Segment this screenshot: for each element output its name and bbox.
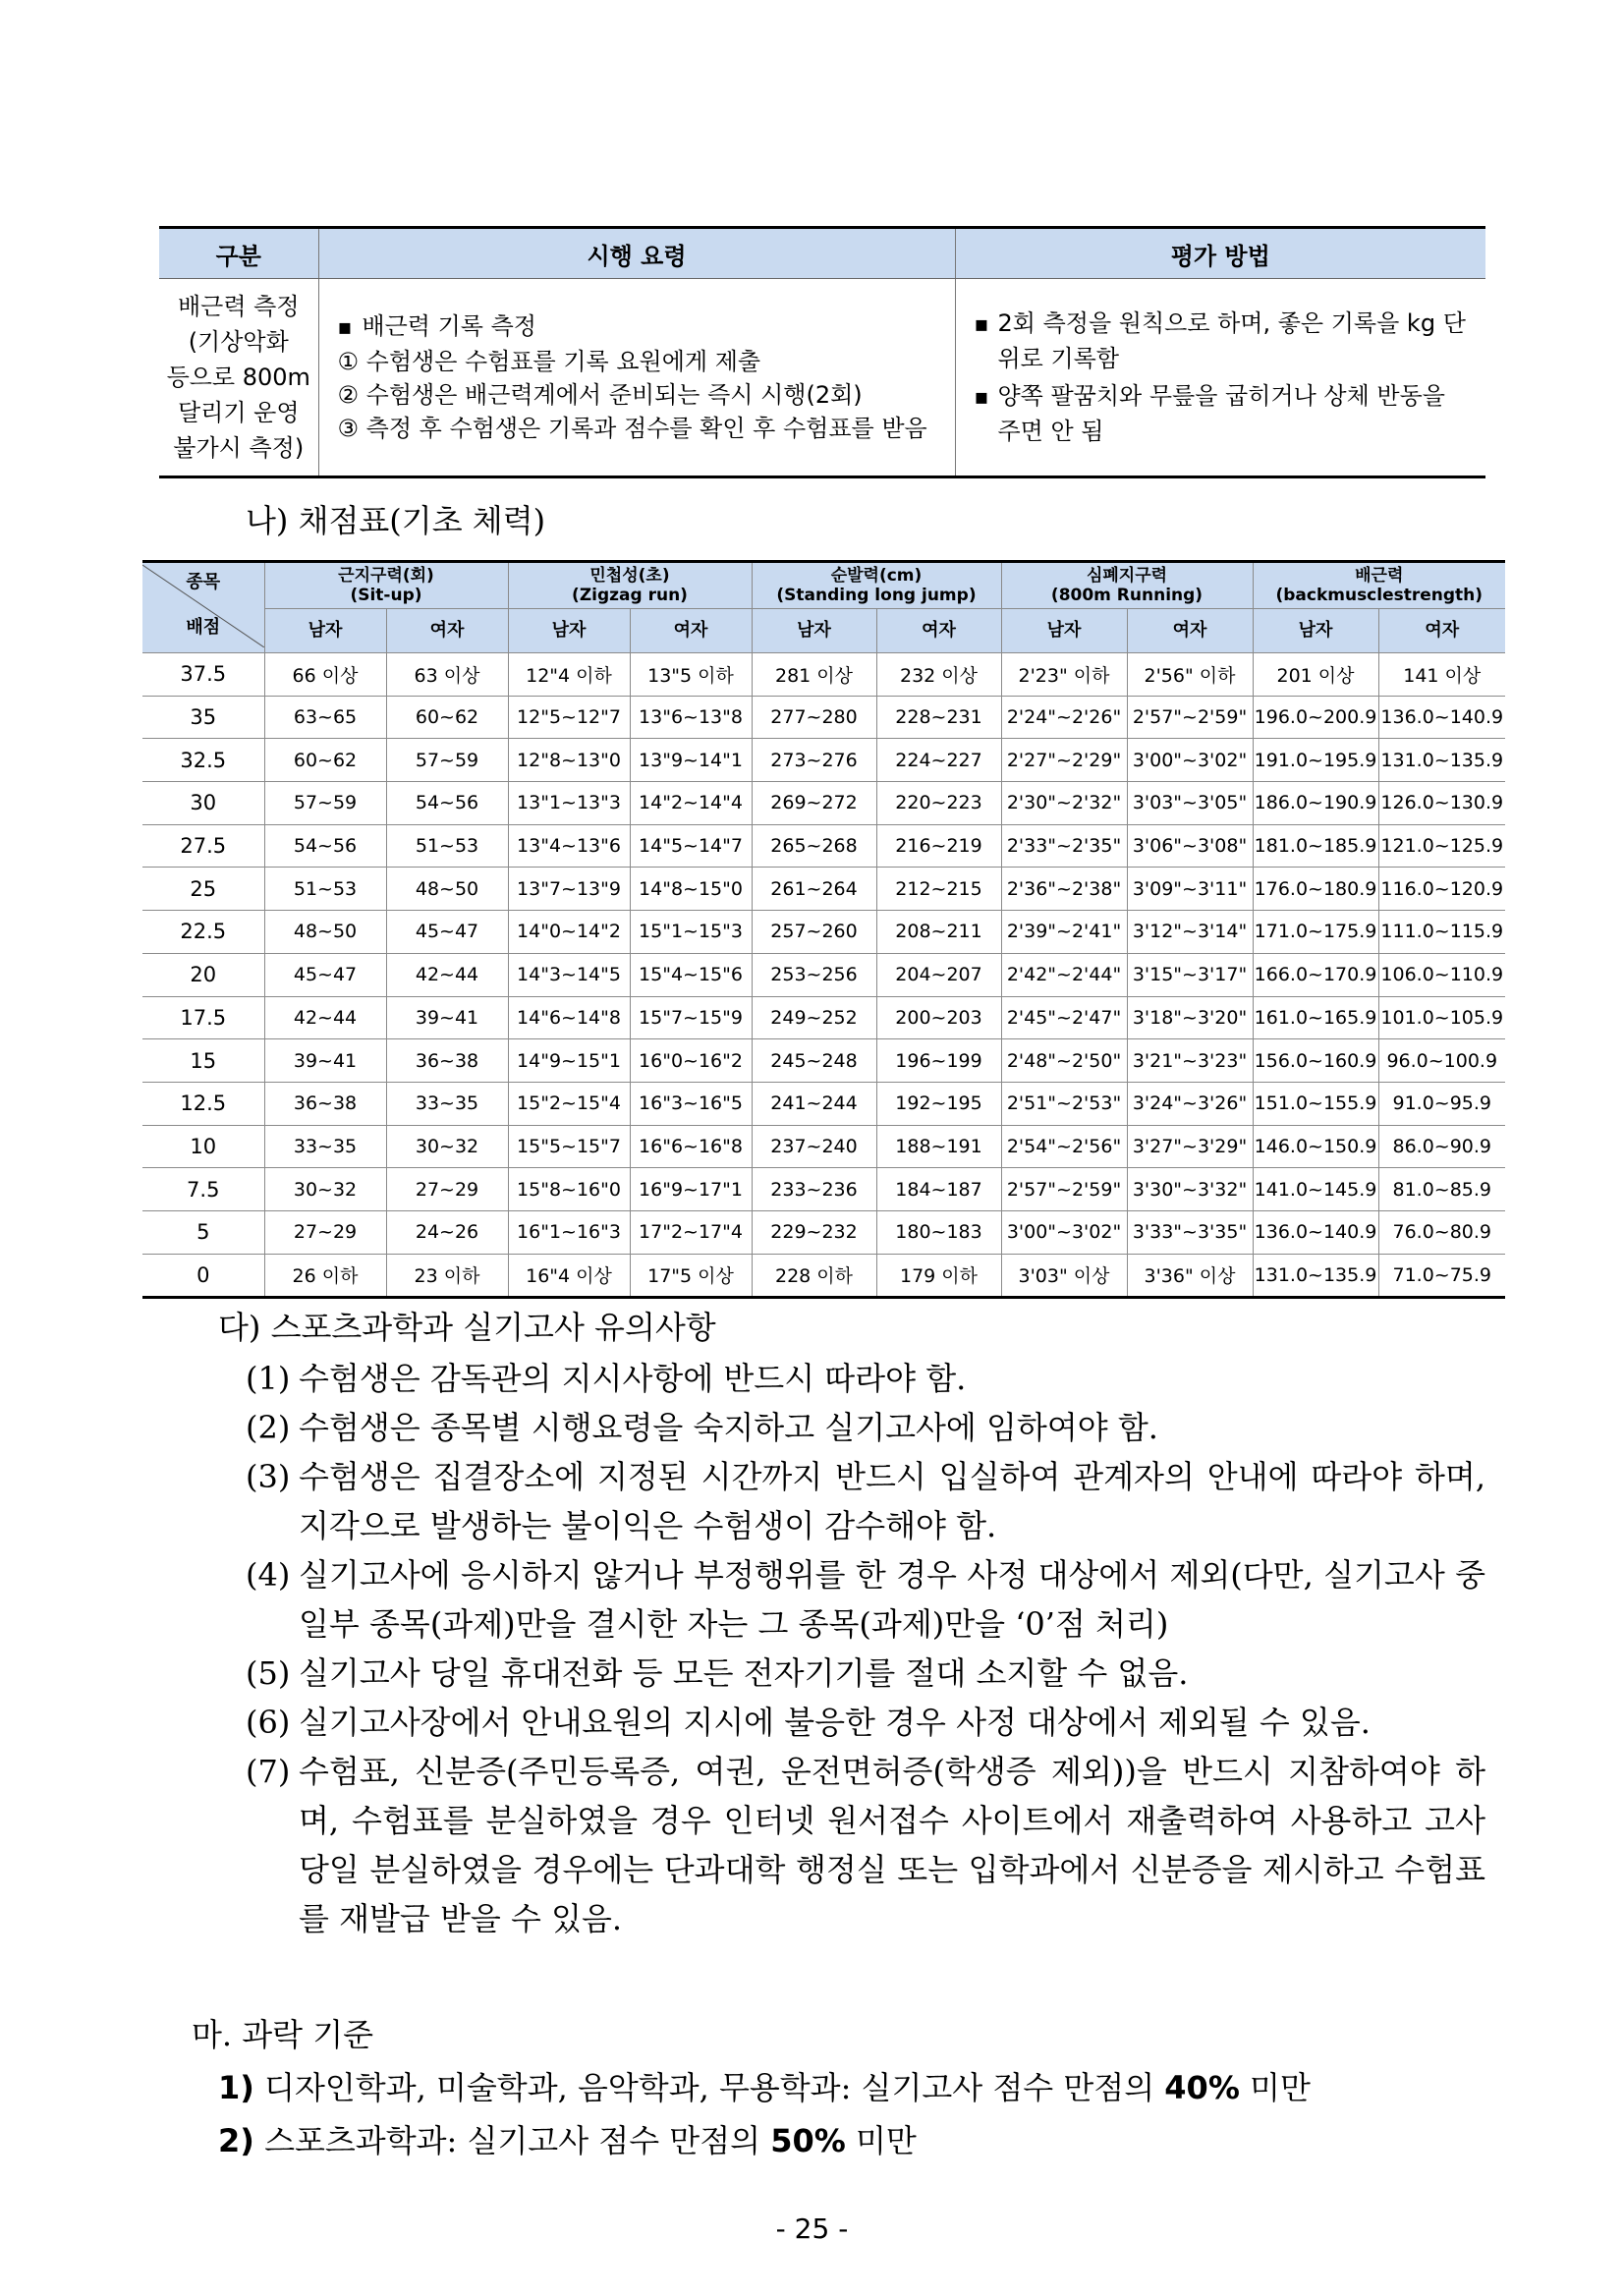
record-cell: 241~244 — [752, 1082, 876, 1125]
record-cell: 186.0~190.9 — [1253, 782, 1378, 825]
record-cell: 3'00"~3'02" — [1001, 1210, 1127, 1254]
record-cell: 2'51"~2'53" — [1001, 1082, 1127, 1125]
record-cell: 33~35 — [386, 1082, 508, 1125]
gender-header: 여자 — [1378, 609, 1505, 653]
procedure-title: ▪ 배근력 기록 측정 — [338, 309, 944, 345]
score-row — [142, 782, 1505, 825]
record-cell: 180~183 — [876, 1210, 1001, 1254]
record-cell: 192~195 — [876, 1082, 1001, 1125]
corner-top-label: 종목 — [186, 572, 221, 592]
score-row — [142, 1254, 1505, 1298]
record-cell: 245~248 — [752, 1039, 876, 1083]
record-cell: 14"3~14"5 — [508, 953, 630, 996]
record-cell: 86.0~90.9 — [1378, 1125, 1505, 1168]
gender-header: 남자 — [1001, 609, 1127, 653]
score-cell: 7.5 — [142, 1168, 264, 1211]
record-cell: 42~44 — [386, 953, 508, 996]
score-cell: 35 — [142, 696, 264, 739]
record-cell: 14"6~14"8 — [508, 996, 630, 1039]
record-cell: 269~272 — [752, 782, 876, 825]
record-cell: 204~207 — [876, 953, 1001, 996]
score-row — [142, 696, 1505, 739]
record-cell: 3'03"~3'05" — [1127, 782, 1253, 825]
record-cell: 171.0~175.9 — [1253, 911, 1378, 954]
event-header: 순발력(cm) (Standing long jump) — [752, 562, 1001, 609]
record-cell: 196~199 — [876, 1039, 1001, 1083]
record-cell: 2'39"~2'41" — [1001, 911, 1127, 954]
record-cell: 3'15"~3'17" — [1127, 953, 1253, 996]
criteria-item: 2) 스포츠과학과: 실기고사 점수 만점의 50% 미만 — [218, 2122, 917, 2159]
category-line: 등으로 800m — [166, 364, 310, 391]
record-cell: 39~41 — [264, 1039, 386, 1083]
notes-heading: 다) 스포츠과학과 실기고사 유의사항 — [218, 1309, 716, 1346]
record-cell: 27~29 — [386, 1168, 508, 1211]
record-cell: 2'54"~2'56" — [1001, 1125, 1127, 1168]
record-cell: 261~264 — [752, 868, 876, 911]
record-cell: 30~32 — [264, 1168, 386, 1211]
record-cell: 36~38 — [264, 1082, 386, 1125]
record-cell: 3'00"~3'02" — [1127, 739, 1253, 782]
record-cell: 141.0~145.9 — [1253, 1168, 1378, 1211]
record-cell: 54~56 — [386, 782, 508, 825]
note-item: (5) 실기고사 당일 휴대전화 등 모든 전자기기를 절대 소지할 수 없음. — [246, 1654, 1189, 1692]
record-cell: 228~231 — [876, 696, 1001, 739]
procedure-cell — [318, 279, 955, 477]
record-cell: 66 이상 — [264, 653, 386, 697]
record-cell: 281 이상 — [752, 653, 876, 697]
note-item: (1) 수험생은 감독관의 지시사항에 반드시 따라야 함. — [246, 1360, 967, 1397]
record-cell: 17"2~17"4 — [630, 1210, 752, 1254]
notes-list — [246, 1354, 1485, 1943]
record-cell: 131.0~135.9 — [1378, 739, 1505, 782]
record-cell: 146.0~150.9 — [1253, 1125, 1378, 1168]
gender-header: 남자 — [508, 609, 630, 653]
category-line: 불가시 측정) — [173, 434, 305, 462]
record-cell: 16"6~16"8 — [630, 1125, 752, 1168]
score-cell: 25 — [142, 868, 264, 911]
header-category: 구분 — [159, 228, 318, 279]
record-cell: 12"5~12"7 — [508, 696, 630, 739]
record-cell: 57~59 — [264, 782, 386, 825]
score-cell: 30 — [142, 782, 264, 825]
record-cell: 42~44 — [264, 996, 386, 1039]
event-header: 민첩성(초) (Zigzag run) — [508, 562, 752, 609]
category-cell — [159, 279, 318, 477]
score-cell: 22.5 — [142, 911, 264, 954]
record-cell: 16"4 이상 — [508, 1254, 630, 1298]
record-cell: 228 이하 — [752, 1254, 876, 1298]
record-cell: 126.0~130.9 — [1378, 782, 1505, 825]
record-cell: 191.0~195.9 — [1253, 739, 1378, 782]
record-cell: 116.0~120.9 — [1378, 868, 1505, 911]
record-cell: 12"8~13"0 — [508, 739, 630, 782]
record-cell: 13"6~13"8 — [630, 696, 752, 739]
score-table-body — [142, 653, 1505, 1298]
record-cell: 2'36"~2'38" — [1001, 868, 1127, 911]
evaluation-cell — [955, 279, 1485, 477]
score-cell: 12.5 — [142, 1082, 264, 1125]
score-row — [142, 996, 1505, 1039]
record-cell: 16"9~17"1 — [630, 1168, 752, 1211]
record-cell: 2'33"~2'35" — [1001, 824, 1127, 868]
record-cell: 13"4~13"6 — [508, 824, 630, 868]
record-cell: 3'18"~3'20" — [1127, 996, 1253, 1039]
evaluation-item: ▪ 2회 측정을 원칙으로 하며, 좋은 기록을 kg 단위로 기록함 — [975, 307, 1476, 375]
record-cell: 196.0~200.9 — [1253, 696, 1378, 739]
gender-header: 여자 — [876, 609, 1001, 653]
record-cell: 265~268 — [752, 824, 876, 868]
score-cell: 5 — [142, 1210, 264, 1254]
record-cell: 3'36" 이상 — [1127, 1254, 1253, 1298]
record-cell: 136.0~140.9 — [1378, 696, 1505, 739]
record-cell: 2'27"~2'29" — [1001, 739, 1127, 782]
record-cell: 2'57"~2'59" — [1001, 1168, 1127, 1211]
record-cell: 3'33"~3'35" — [1127, 1210, 1253, 1254]
score-cell: 27.5 — [142, 824, 264, 868]
gender-header: 남자 — [264, 609, 386, 653]
record-cell: 166.0~170.9 — [1253, 953, 1378, 996]
score-cell: 20 — [142, 953, 264, 996]
record-cell: 39~41 — [386, 996, 508, 1039]
record-cell: 13"7~13"9 — [508, 868, 630, 911]
score-table — [142, 560, 1505, 1299]
score-cell: 37.5 — [142, 653, 264, 697]
record-cell: 3'03" 이상 — [1001, 1254, 1127, 1298]
record-cell: 15"1~15"3 — [630, 911, 752, 954]
record-cell: 208~211 — [876, 911, 1001, 954]
record-cell: 96.0~100.9 — [1378, 1039, 1505, 1083]
record-cell: 13"5 이하 — [630, 653, 752, 697]
record-cell: 176.0~180.9 — [1253, 868, 1378, 911]
record-cell: 13"1~13"3 — [508, 782, 630, 825]
record-cell: 14"9~15"1 — [508, 1039, 630, 1083]
score-table-heading: 나) 채점표(기초 체력) — [246, 502, 546, 539]
gender-header: 여자 — [630, 609, 752, 653]
record-cell: 23 이하 — [386, 1254, 508, 1298]
record-cell: 257~260 — [752, 911, 876, 954]
page-number: - 25 - — [775, 2212, 849, 2245]
category-line: 배근력 측정 — [177, 293, 300, 320]
record-cell: 24~26 — [386, 1210, 508, 1254]
record-cell: 3'27"~3'29" — [1127, 1125, 1253, 1168]
record-cell: 3'09"~3'11" — [1127, 868, 1253, 911]
note-item: (4) 실기고사에 응시하지 않거나 부정행위를 한 경우 사정 대상에서 제외(다만, 실기고사 중 일부 종목(과제)만을 결시한 자는 그 종목(과제)만을 ‘0’점 처리) — [246, 1556, 1485, 1643]
record-cell: 2'30"~2'32" — [1001, 782, 1127, 825]
score-row — [142, 1210, 1505, 1254]
record-cell: 14"5~14"7 — [630, 824, 752, 868]
score-cell: 32.5 — [142, 739, 264, 782]
record-cell: 51~53 — [264, 868, 386, 911]
record-cell: 3'24"~3'26" — [1127, 1082, 1253, 1125]
record-cell: 277~280 — [752, 696, 876, 739]
score-row — [142, 653, 1505, 697]
record-cell: 200~203 — [876, 996, 1001, 1039]
record-cell: 15"7~15"9 — [630, 996, 752, 1039]
record-cell: 249~252 — [752, 996, 876, 1039]
record-cell: 141 이상 — [1378, 653, 1505, 697]
record-cell: 15"5~15"7 — [508, 1125, 630, 1168]
record-cell: 2'42"~2'44" — [1001, 953, 1127, 996]
record-cell: 121.0~125.9 — [1378, 824, 1505, 868]
evaluation-item: ▪ 양쪽 팔꿈치와 무릎을 굽히거나 상체 반동을 주면 안 됨 — [975, 379, 1476, 448]
record-cell: 2'24"~2'26" — [1001, 696, 1127, 739]
gender-header: 남자 — [752, 609, 876, 653]
note-item: (3) 수험생은 집결장소에 지정된 시간까지 반드시 입실하여 관계자의 안내에 따라야 하며, 지각으로 발생하는 불이익은 수험생이 감수해야 함. — [246, 1458, 1485, 1544]
record-cell: 3'06"~3'08" — [1127, 824, 1253, 868]
record-cell: 201 이상 — [1253, 653, 1378, 697]
header-evaluation: 평가 방법 — [955, 228, 1485, 279]
record-cell: 54~56 — [264, 824, 386, 868]
record-cell: 17"5 이상 — [630, 1254, 752, 1298]
record-cell: 184~187 — [876, 1168, 1001, 1211]
record-cell: 179 이하 — [876, 1254, 1001, 1298]
corner-bottom-label: 배점 — [186, 617, 221, 638]
record-cell: 15"2~15"4 — [508, 1082, 630, 1125]
record-cell: 2'56" 이하 — [1127, 653, 1253, 697]
procedure-step: ② 수험생은 배근력계에서 준비되는 즉시 시행(2회) — [337, 381, 863, 409]
record-cell: 161.0~165.9 — [1253, 996, 1378, 1039]
record-cell: 14"0~14"2 — [508, 911, 630, 954]
record-cell: 51~53 — [386, 824, 508, 868]
record-cell: 273~276 — [752, 739, 876, 782]
record-cell: 36~38 — [386, 1039, 508, 1083]
record-cell: 2'57"~2'59" — [1127, 696, 1253, 739]
record-cell: 253~256 — [752, 953, 876, 996]
record-cell: 45~47 — [264, 953, 386, 996]
record-cell: 3'30"~3'32" — [1127, 1168, 1253, 1211]
procedure-step: ① 수험생은 수험표를 기록 요원에게 제출 — [337, 348, 761, 375]
record-cell: 224~227 — [876, 739, 1001, 782]
record-cell: 106.0~110.9 — [1378, 953, 1505, 996]
procedure-step: ③ 측정 후 수험생은 기록과 점수를 확인 후 수험표를 받음 — [337, 415, 927, 442]
score-row — [142, 1168, 1505, 1211]
record-cell: 2'23" 이하 — [1001, 653, 1127, 697]
record-cell: 12"4 이하 — [508, 653, 630, 697]
record-cell: 2'48"~2'50" — [1001, 1039, 1127, 1083]
record-cell: 48~50 — [386, 868, 508, 911]
record-cell: 33~35 — [264, 1125, 386, 1168]
score-row — [142, 1039, 1505, 1083]
record-cell: 101.0~105.9 — [1378, 996, 1505, 1039]
record-cell: 181.0~185.9 — [1253, 824, 1378, 868]
record-cell: 57~59 — [386, 739, 508, 782]
score-cell: 0 — [142, 1254, 264, 1298]
record-cell: 16"1~16"3 — [508, 1210, 630, 1254]
record-cell: 212~215 — [876, 868, 1001, 911]
record-cell: 60~62 — [386, 696, 508, 739]
record-cell: 16"0~16"2 — [630, 1039, 752, 1083]
score-cell: 10 — [142, 1125, 264, 1168]
score-row — [142, 1125, 1505, 1168]
note-item: (2) 수험생은 종목별 시행요령을 숙지하고 실기고사에 임하여야 함. — [246, 1409, 1158, 1446]
score-cell: 15 — [142, 1039, 264, 1083]
record-cell: 156.0~160.9 — [1253, 1039, 1378, 1083]
event-header: 심폐지구력 (800m Running) — [1001, 562, 1253, 609]
record-cell: 13"9~14"1 — [630, 739, 752, 782]
record-cell: 136.0~140.9 — [1253, 1210, 1378, 1254]
record-cell: 237~240 — [752, 1125, 876, 1168]
record-cell: 16"3~16"5 — [630, 1082, 752, 1125]
record-cell: 15"8~16"0 — [508, 1168, 630, 1211]
record-cell: 45~47 — [386, 911, 508, 954]
gender-header: 남자 — [1253, 609, 1378, 653]
record-cell: 71.0~75.9 — [1378, 1254, 1505, 1298]
record-cell: 30~32 — [386, 1125, 508, 1168]
event-header: 근지구력(회) (Sit-up) — [264, 562, 508, 609]
record-cell: 26 이하 — [264, 1254, 386, 1298]
record-cell: 76.0~80.9 — [1378, 1210, 1505, 1254]
method-table — [159, 226, 1485, 478]
record-cell: 63~65 — [264, 696, 386, 739]
category-line: (기상악화 — [188, 328, 289, 356]
record-cell: 220~223 — [876, 782, 1001, 825]
record-cell: 188~191 — [876, 1125, 1001, 1168]
criteria-item: 1) 디자인학과, 미술학과, 음악학과, 무용학과: 실기고사 점수 만점의 40% 미만 — [218, 2069, 1311, 2106]
record-cell: 48~50 — [264, 911, 386, 954]
event-header: 배근력 (backmusclestrength) — [1253, 562, 1505, 609]
header-procedure: 시행 요령 — [318, 228, 955, 279]
score-row — [142, 739, 1505, 782]
record-cell: 14"8~15"0 — [630, 868, 752, 911]
record-cell: 233~236 — [752, 1168, 876, 1211]
corner-cell — [142, 562, 264, 653]
gender-header: 여자 — [386, 609, 508, 653]
score-row — [142, 868, 1505, 911]
score-row — [142, 953, 1505, 996]
record-cell: 27~29 — [264, 1210, 386, 1254]
record-cell: 15"4~15"6 — [630, 953, 752, 996]
record-cell: 3'21"~3'23" — [1127, 1039, 1253, 1083]
record-cell: 216~219 — [876, 824, 1001, 868]
record-cell: 151.0~155.9 — [1253, 1082, 1378, 1125]
record-cell: 2'45"~2'47" — [1001, 996, 1127, 1039]
category-line: 달리기 운영 — [177, 399, 300, 426]
record-cell: 232 이상 — [876, 653, 1001, 697]
criteria-heading: 마. 과락 기준 — [192, 2016, 374, 2053]
record-cell: 3'12"~3'14" — [1127, 911, 1253, 954]
record-cell: 63 이상 — [386, 653, 508, 697]
score-row — [142, 911, 1505, 954]
score-row — [142, 1082, 1505, 1125]
note-item: (6) 실기고사장에서 안내요원의 지시에 불응한 경우 사정 대상에서 제외될 수 있음. — [246, 1704, 1371, 1741]
record-cell: 60~62 — [264, 739, 386, 782]
score-cell: 17.5 — [142, 996, 264, 1039]
record-cell: 131.0~135.9 — [1253, 1254, 1378, 1298]
record-cell: 111.0~115.9 — [1378, 911, 1505, 954]
record-cell: 81.0~85.9 — [1378, 1168, 1505, 1211]
record-cell: 91.0~95.9 — [1378, 1082, 1505, 1125]
gender-header: 여자 — [1127, 609, 1253, 653]
score-row — [142, 824, 1505, 868]
note-item: (7) 수험표, 신분증(주민등록증, 여권, 운전면허증(학생증 제외))을 반드시 지참하여야 하며, 수험표를 분실하였을 경우 인터넷 원서접수 사이트에서 재출력하여 사용하고 고사 당일 분실하였을 경우에는 단과대학 행정실 또는 입학과에서 신분증을 제시하고 수험표를 재발급 받을 수 있음. — [246, 1753, 1485, 1937]
record-cell: 229~232 — [752, 1210, 876, 1254]
record-cell: 14"2~14"4 — [630, 782, 752, 825]
